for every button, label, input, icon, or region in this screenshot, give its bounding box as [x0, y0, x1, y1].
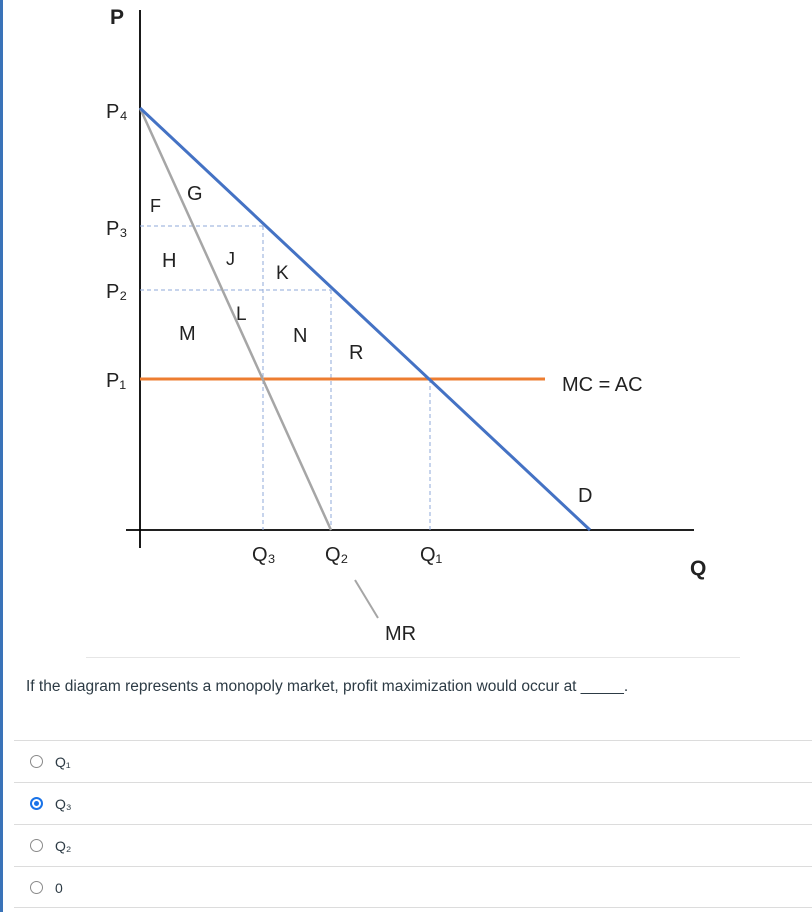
- demand-line: [140, 108, 593, 530]
- question-text: If the diagram represents a monopoly market, profit maximization would occur at _____.: [26, 678, 629, 695]
- quantity-label-q1: Q₁: [420, 544, 443, 566]
- price-label-p1: P₁: [106, 370, 127, 392]
- area-label-m: M: [179, 323, 196, 345]
- area-label-f: F: [150, 196, 161, 216]
- radio-q1[interactable]: [30, 755, 43, 768]
- axis-label-q: Q: [690, 557, 707, 580]
- curve-label-mr: MR: [385, 623, 417, 645]
- radio-q2[interactable]: [30, 839, 43, 852]
- axis-label-p: P: [110, 6, 125, 29]
- answer-option-q1[interactable]: [14, 740, 812, 782]
- answer-list: [14, 740, 812, 908]
- quantity-label-q3: Q₃: [252, 544, 276, 566]
- area-label-h: H: [162, 250, 177, 272]
- answer-option-zero[interactable]: [14, 866, 812, 908]
- area-label-j: J: [226, 249, 235, 269]
- answer-label: Q₃: [55, 795, 72, 812]
- answers-bottom-divider: [14, 907, 812, 908]
- price-label-p2: P₂: [106, 281, 128, 303]
- answer-label: Q₁: [55, 753, 71, 770]
- radio-q3-selected[interactable]: [30, 797, 43, 810]
- answer-label: 0: [55, 879, 63, 896]
- area-label-k: K: [276, 263, 289, 284]
- area-label-r: R: [349, 342, 364, 364]
- curve-label-mc-ac: MC = AC: [562, 374, 643, 396]
- mr-pointer: [355, 580, 378, 618]
- price-label-p3: P₃: [106, 218, 128, 240]
- area-label-n: N: [293, 325, 308, 347]
- area-label-g: G: [187, 183, 203, 205]
- answer-option-q3[interactable]: [14, 782, 812, 824]
- curve-label-d: D: [578, 485, 593, 507]
- quantity-label-q2: Q₂: [325, 544, 349, 566]
- answer-label: Q₂: [55, 837, 72, 854]
- answer-option-q2[interactable]: [14, 824, 812, 866]
- area-label-l: L: [236, 304, 247, 325]
- price-label-p4: P₄: [106, 101, 128, 123]
- question-divider: [86, 657, 740, 658]
- radio-zero[interactable]: [30, 881, 43, 894]
